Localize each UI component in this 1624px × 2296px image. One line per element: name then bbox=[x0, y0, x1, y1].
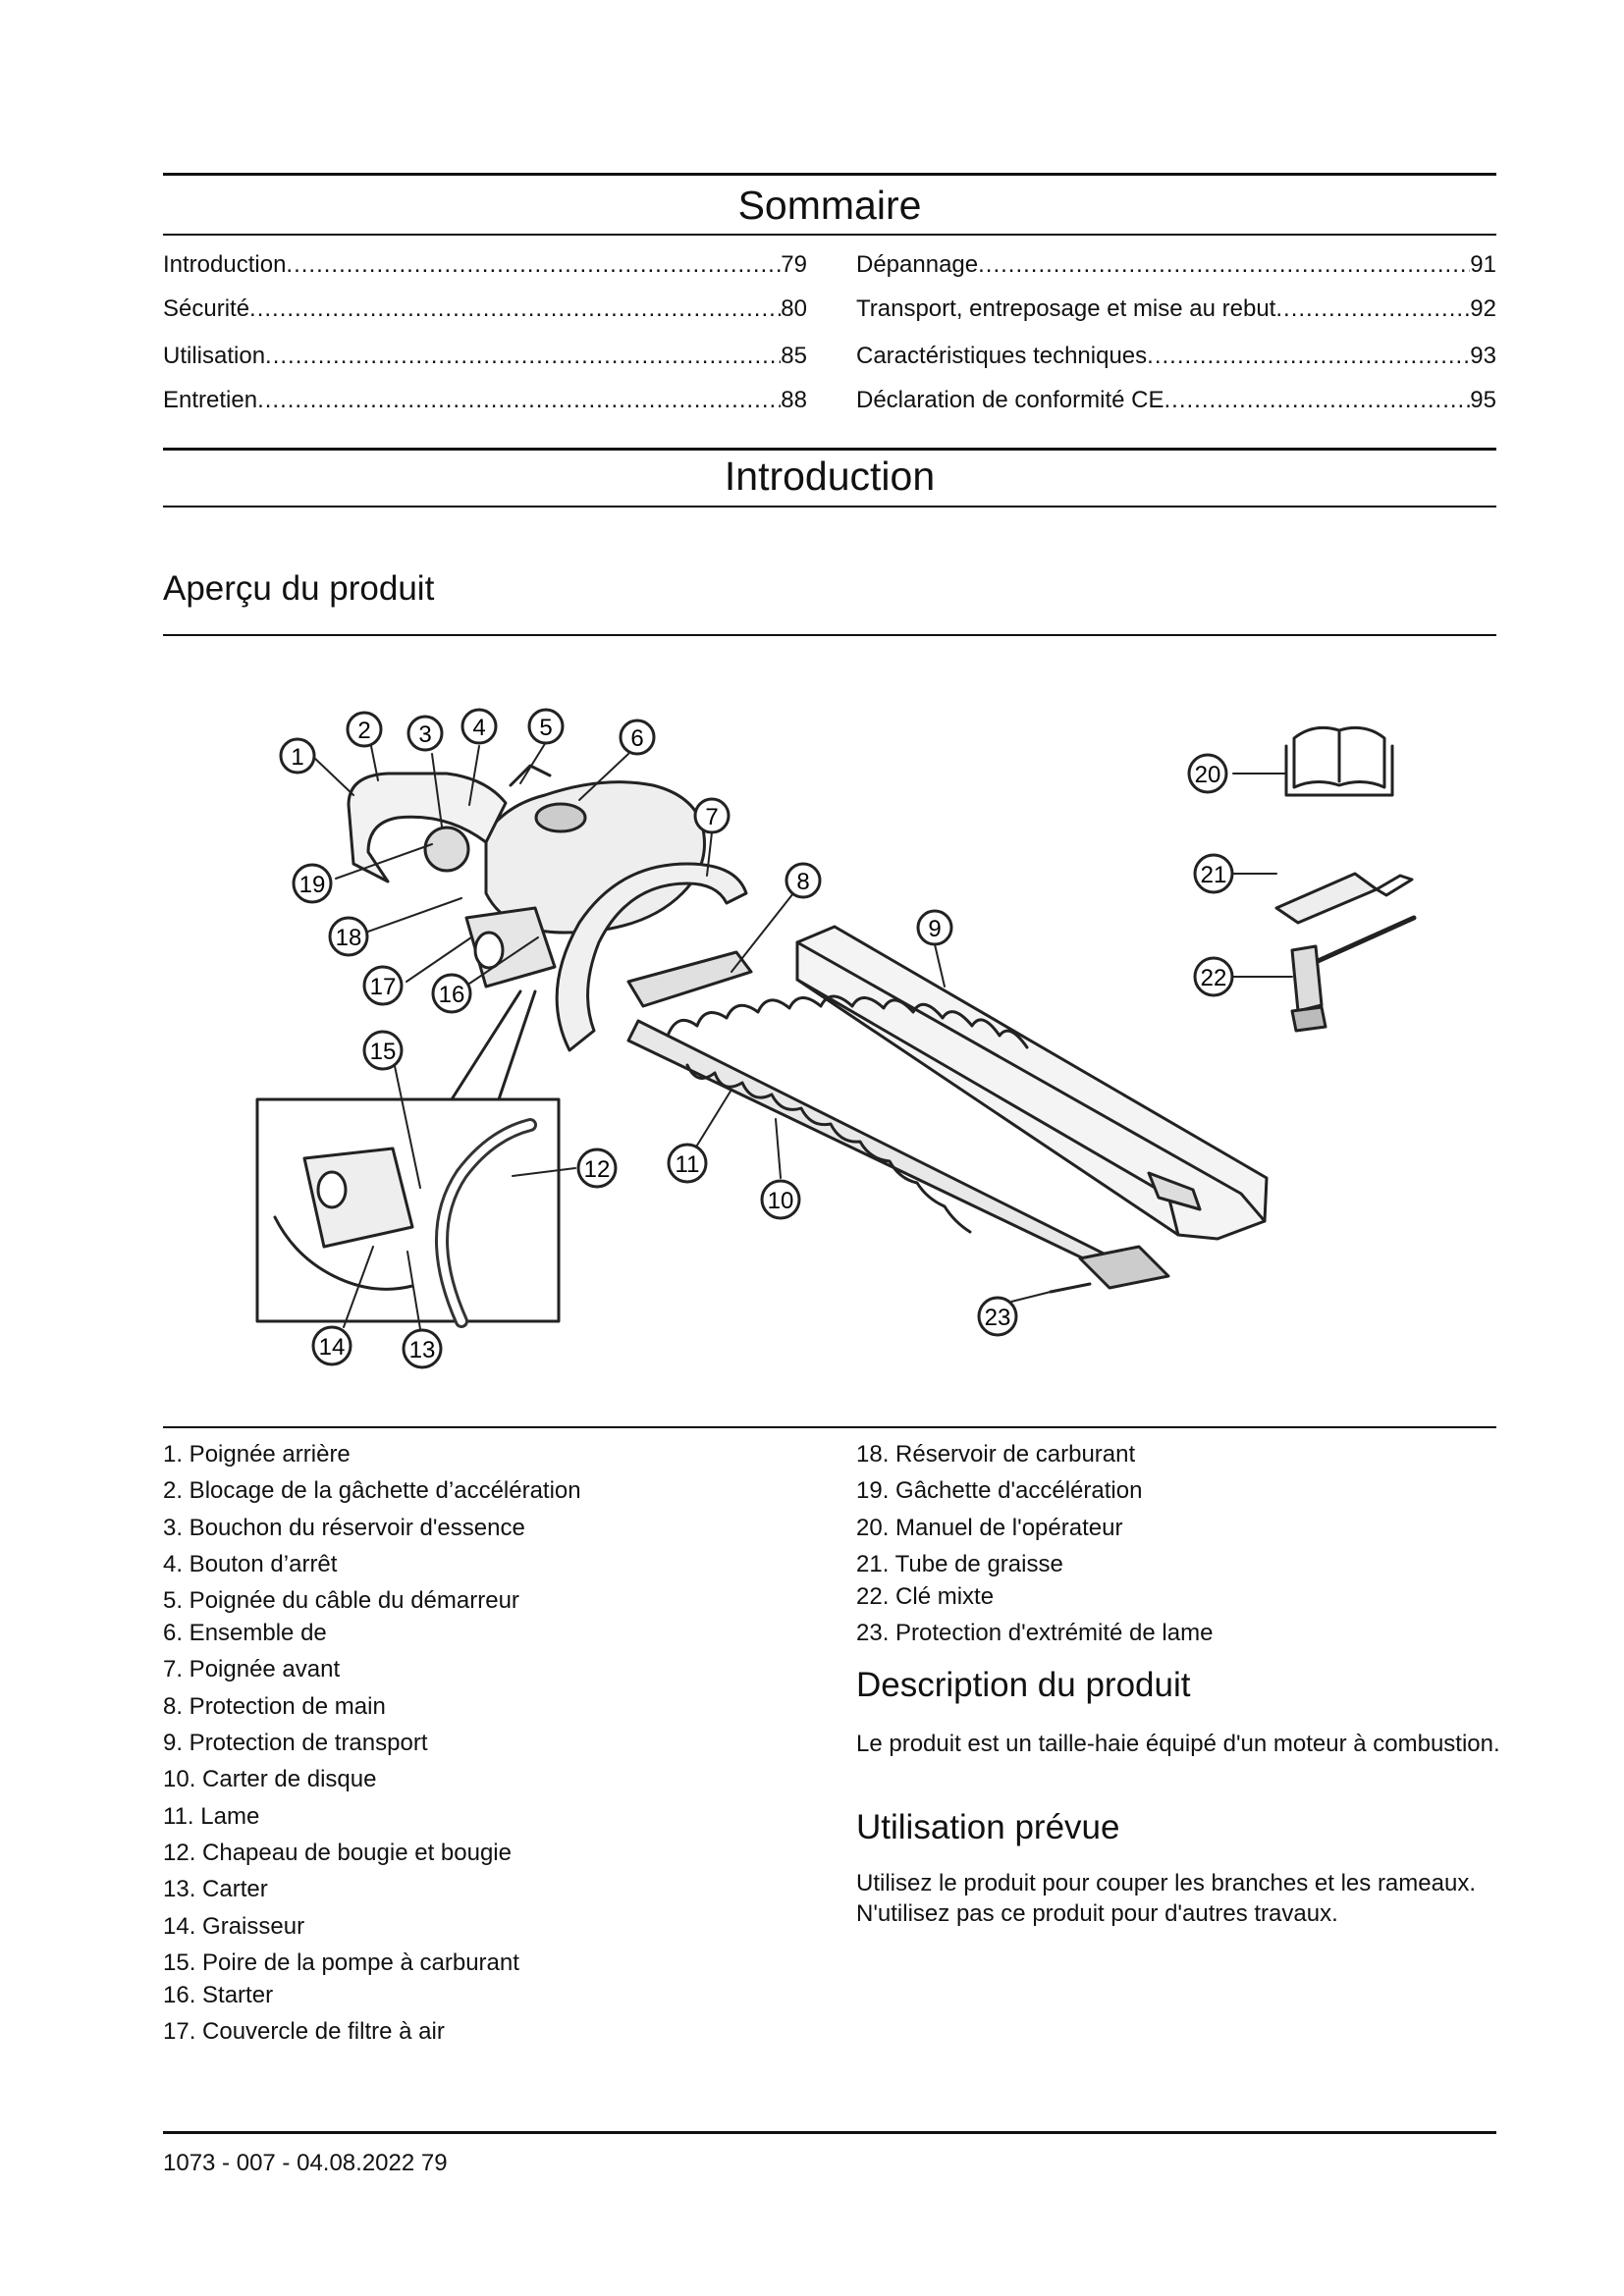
svg-text:9: 9 bbox=[928, 916, 942, 942]
legend-item: 16. Starter bbox=[163, 1982, 274, 2009]
legend-right-list bbox=[856, 1436, 1213, 1651]
description-text: Le produit est un taille-haie équipé d'un moteur à combustion. bbox=[856, 1731, 1500, 1757]
svg-text:8: 8 bbox=[796, 869, 810, 895]
toc-entry-label: Caractéristiques techniques bbox=[856, 343, 1148, 369]
manual-drawing bbox=[1286, 727, 1392, 795]
callout-6 bbox=[621, 721, 654, 754]
toc-entry-label: Transport, entreposage et mise au rebut bbox=[856, 295, 1276, 322]
legend-item: 14. Graisseur bbox=[163, 1912, 305, 1940]
legend-item: 15. Poire de la pompe à carburant bbox=[163, 1949, 519, 1976]
legend-item: 7. Poignée avant bbox=[163, 1656, 341, 1683]
legend-item: 9. Protection de transport bbox=[163, 1730, 428, 1757]
toc-title: Sommaire bbox=[737, 183, 922, 228]
legend-item: 18. Réservoir de carburant bbox=[856, 1441, 1136, 1468]
toc-entry-page: 79 bbox=[781, 251, 807, 278]
legend-left-list bbox=[163, 1436, 581, 2050]
callout-21 bbox=[1195, 855, 1232, 892]
toc-entry-page: 88 bbox=[781, 387, 807, 413]
legend-item: 17. Couvercle de filtre à air bbox=[163, 2018, 445, 2046]
legend-item: 11. Lame bbox=[163, 1802, 260, 1830]
svg-text:10: 10 bbox=[767, 1188, 794, 1214]
svg-text:11: 11 bbox=[675, 1151, 700, 1178]
toc-entry-label: Déclaration de conformité CE bbox=[856, 387, 1164, 413]
callout-11 bbox=[669, 1145, 706, 1182]
legend-item: 22. Clé mixte bbox=[856, 1583, 995, 1611]
svg-text:3: 3 bbox=[418, 721, 432, 748]
toc-entry-page: 91 bbox=[1470, 251, 1496, 278]
callout-8 bbox=[786, 864, 820, 897]
callout-9 bbox=[918, 911, 951, 944]
callout-16 bbox=[433, 975, 470, 1012]
callout-20 bbox=[1189, 755, 1226, 792]
legend-item: 4. Bouton d’arrêt bbox=[163, 1550, 338, 1577]
engine-drawing bbox=[349, 766, 751, 1050]
wrench-drawing bbox=[1292, 918, 1414, 1031]
toc-entry-label: Introduction bbox=[163, 251, 287, 278]
legend-item: 23. Protection d'extrémité de lame bbox=[856, 1620, 1214, 1647]
toc-entry-page: 93 bbox=[1470, 343, 1496, 369]
svg-text:17: 17 bbox=[369, 974, 397, 1000]
callout-5 bbox=[529, 710, 563, 743]
svg-text:4: 4 bbox=[472, 715, 486, 741]
callout-13 bbox=[404, 1330, 441, 1367]
callout-14 bbox=[313, 1327, 351, 1364]
svg-text:23: 23 bbox=[984, 1305, 1011, 1331]
callout-4 bbox=[462, 710, 496, 743]
callout-15 bbox=[364, 1032, 402, 1069]
callout-3 bbox=[408, 717, 442, 750]
svg-text:13: 13 bbox=[408, 1337, 436, 1363]
callout-18 bbox=[330, 918, 367, 955]
legend-item: 13. Carter bbox=[163, 1876, 268, 1903]
legend-item: 5. Poignée du câble du démarreur bbox=[163, 1587, 519, 1615]
callout-10 bbox=[762, 1181, 799, 1218]
intro-title: Introduction bbox=[724, 454, 936, 499]
overview-heading: Aperçu du produit bbox=[163, 569, 435, 608]
svg-text:21: 21 bbox=[1200, 862, 1227, 888]
legend-item: 1. Poignée arrière bbox=[163, 1441, 351, 1468]
callout-23 bbox=[979, 1298, 1016, 1335]
callout-22 bbox=[1195, 958, 1232, 995]
intended-use-text: Utilisez le produit pour couper les branches et les rameaux. N'utilisez pas ce produit pour d'autres travaux. bbox=[856, 1870, 1476, 1927]
svg-text:5: 5 bbox=[539, 715, 553, 741]
intended-use-heading: Utilisation prévue bbox=[856, 1808, 1120, 1846]
legend-item: 12. Chapeau de bougie et bougie bbox=[163, 1839, 512, 1866]
callout-17 bbox=[364, 967, 402, 1004]
grease-tube-drawing bbox=[1276, 874, 1412, 923]
footer-text: 1073 - 007 - 04.08.2022 79 bbox=[163, 2150, 448, 2176]
legend-item: 6. Ensemble de bbox=[163, 1620, 327, 1647]
toc-entry-label: Utilisation bbox=[163, 343, 266, 369]
toc-entry-label: Entretien bbox=[163, 387, 258, 413]
callout-1 bbox=[281, 739, 314, 773]
footer-rule bbox=[163, 2131, 1496, 2134]
toc-entry-label: Sécurité bbox=[163, 295, 250, 322]
toc-entry-page: 95 bbox=[1470, 387, 1496, 413]
toc-entry-page: 92 bbox=[1470, 295, 1496, 322]
legend-item: 21. Tube de graisse bbox=[856, 1550, 1063, 1577]
legend-item: 10. Carter de disque bbox=[163, 1766, 377, 1793]
callout-12 bbox=[578, 1149, 616, 1187]
legend-item: 19. Gâchette d'accélération bbox=[856, 1477, 1143, 1505]
svg-text:7: 7 bbox=[705, 804, 719, 830]
toc-entry-page: 80 bbox=[781, 295, 807, 322]
svg-text:15: 15 bbox=[369, 1039, 397, 1065]
svg-text:12: 12 bbox=[583, 1156, 611, 1183]
callout-19 bbox=[294, 865, 331, 902]
description-heading: Description du produit bbox=[856, 1666, 1191, 1704]
toc-entry-label: Dépannage bbox=[856, 251, 979, 278]
svg-text:22: 22 bbox=[1200, 965, 1227, 991]
legend-item: 20. Manuel de l'opérateur bbox=[856, 1514, 1123, 1541]
legend-item: 8. Protection de main bbox=[163, 1692, 386, 1720]
svg-text:16: 16 bbox=[438, 982, 465, 1008]
svg-text:20: 20 bbox=[1194, 762, 1221, 788]
legend-item: 2. Blocage de la gâchette d’accélération bbox=[163, 1477, 581, 1505]
svg-text:19: 19 bbox=[298, 872, 326, 898]
svg-text:2: 2 bbox=[357, 718, 371, 744]
figure-bottom-rule bbox=[163, 1426, 1496, 1428]
callout-2 bbox=[348, 713, 381, 746]
callout-7 bbox=[695, 799, 729, 832]
svg-text:1: 1 bbox=[291, 744, 304, 771]
toc-entry-page: 85 bbox=[781, 343, 807, 369]
legend-item: 3. Bouchon du réservoir d'essence bbox=[163, 1514, 525, 1541]
inset-detail-drawing bbox=[257, 991, 559, 1321]
svg-text:18: 18 bbox=[335, 925, 362, 951]
svg-text:6: 6 bbox=[630, 725, 644, 752]
svg-text:14: 14 bbox=[318, 1334, 346, 1361]
